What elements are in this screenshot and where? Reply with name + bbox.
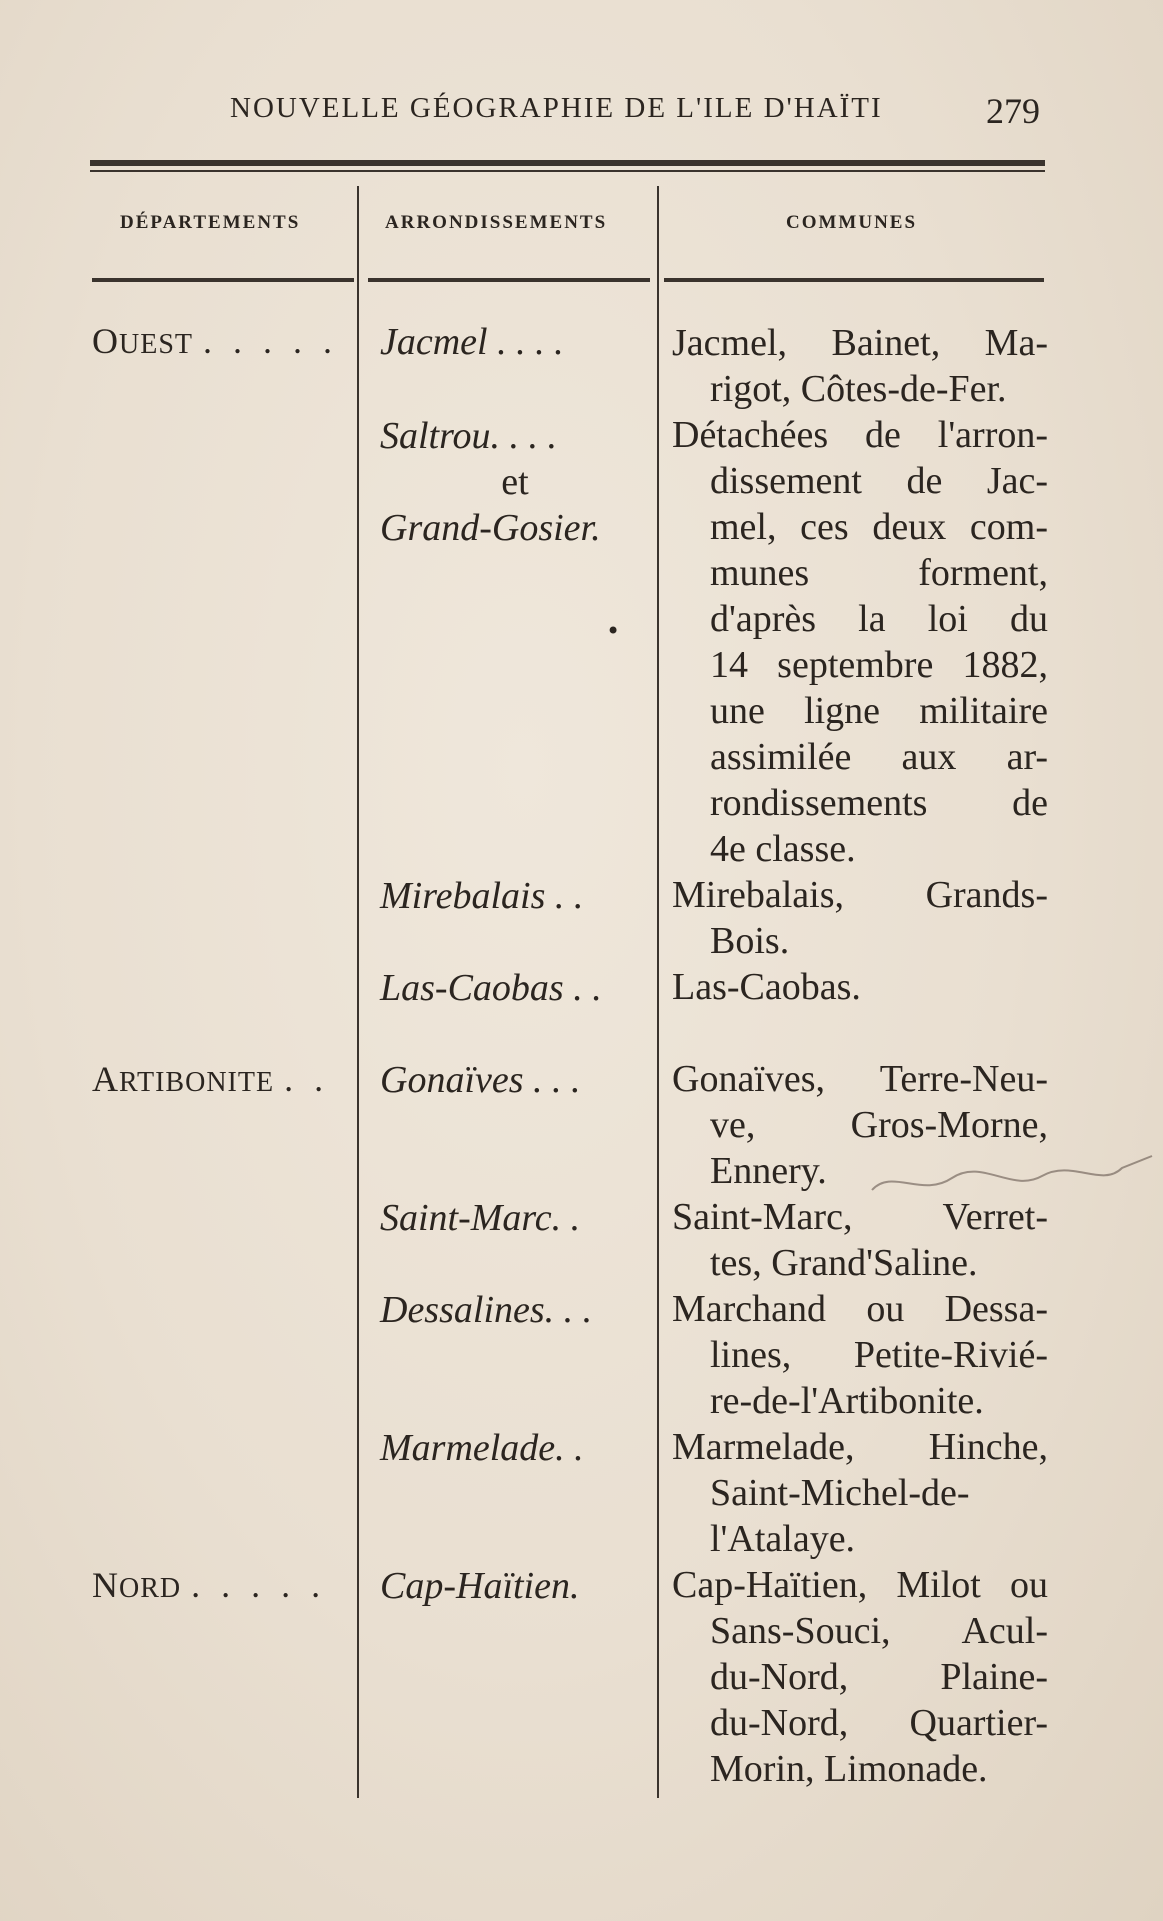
arrondissement-grand-gosier: Grand-Gosier.: [380, 507, 601, 549]
arrondissement-mirebalais: Mirebalais . .: [380, 875, 584, 917]
communes-las-caobas: Las-Caobas.: [672, 966, 861, 1008]
communes-mirebalais: Mirebalais, Grands- Bois.: [672, 874, 1048, 962]
arrondissement-dessalines: Dessalines. . .: [380, 1289, 593, 1331]
handwritten-annotation: [862, 1148, 1162, 1208]
communes-cap-haitien: Cap-Haïtien, Milot ou Sans-Souci, Acul- du-Nord, Plaine- du-Nord, Quartier- Morin, Limonade.: [672, 1564, 1048, 1790]
page-number: 279: [986, 91, 1040, 131]
column-rule-1: [92, 278, 354, 282]
arrondissement-marmelade: Marmelade. .: [380, 1427, 584, 1469]
department-ouest: OUEST . . . . .: [92, 321, 338, 361]
column-header-arrondissements: ARRONDISSEMENTS: [385, 212, 608, 233]
communes-dessalines: Marchand ou Dessa- lines, Petite-Rivié- re-de-l'Artibonite.: [672, 1288, 1048, 1422]
arrondissement-saint-marc: Saint-Marc. .: [380, 1197, 581, 1239]
communes-gonaives: Gonaïves, Terre-Neu- ve, Gros-Morne, Ennery.: [672, 1058, 1048, 1192]
arrondissement-et: et: [501, 461, 529, 503]
arrondissement-jacmel: Jacmel . . . .: [380, 321, 564, 363]
department-artibonite: ARTIBONITE . .: [92, 1059, 330, 1099]
column-rule-3: [664, 278, 1044, 282]
header-rule-thick: [90, 160, 1045, 166]
communes-saint-marc: Saint-Marc, Verret- tes, Grand'Saline.: [672, 1196, 1048, 1284]
arrondissement-gonaives: Gonaïves . . .: [380, 1059, 581, 1101]
communes-saltrou: Détachées de l'arron- dissement de Jac- mel, ces deux com- munes forment, d'après la loi du 14 septembre 1882, une ligne militaire assimilée aux ar- rondissements de 4e classe.: [672, 414, 1048, 870]
communes-jacmel: Jacmel, Bainet, Ma- rigot, Côtes-de-Fer.: [672, 322, 1048, 410]
arrondissement-las-caobas: Las-Caobas . .: [380, 967, 602, 1009]
column-rule-2: [368, 278, 650, 282]
column-header-departements: DÉPARTEMENTS: [120, 212, 301, 233]
header-rule-thin: [90, 170, 1045, 172]
running-title: NOUVELLE GÉOGRAPHIE DE L'ILE D'HAÏTI: [230, 92, 883, 124]
department-nord: NORD . . . . .: [92, 1565, 327, 1605]
arrondissement-saltrou: Saltrou. . . .: [380, 415, 557, 457]
column-header-communes: COMMUNES: [786, 212, 918, 233]
communes-marmelade: Marmelade, Hinche, Saint-Michel-de- l'Atalaye.: [672, 1426, 1048, 1560]
running-head: [90, 92, 1040, 132]
bullet-mark: •: [606, 617, 621, 645]
column-divider-2: [657, 186, 659, 1798]
arrondissement-cap-haitien: Cap-Haïtien.: [380, 1565, 580, 1607]
column-divider-1: [357, 186, 359, 1798]
